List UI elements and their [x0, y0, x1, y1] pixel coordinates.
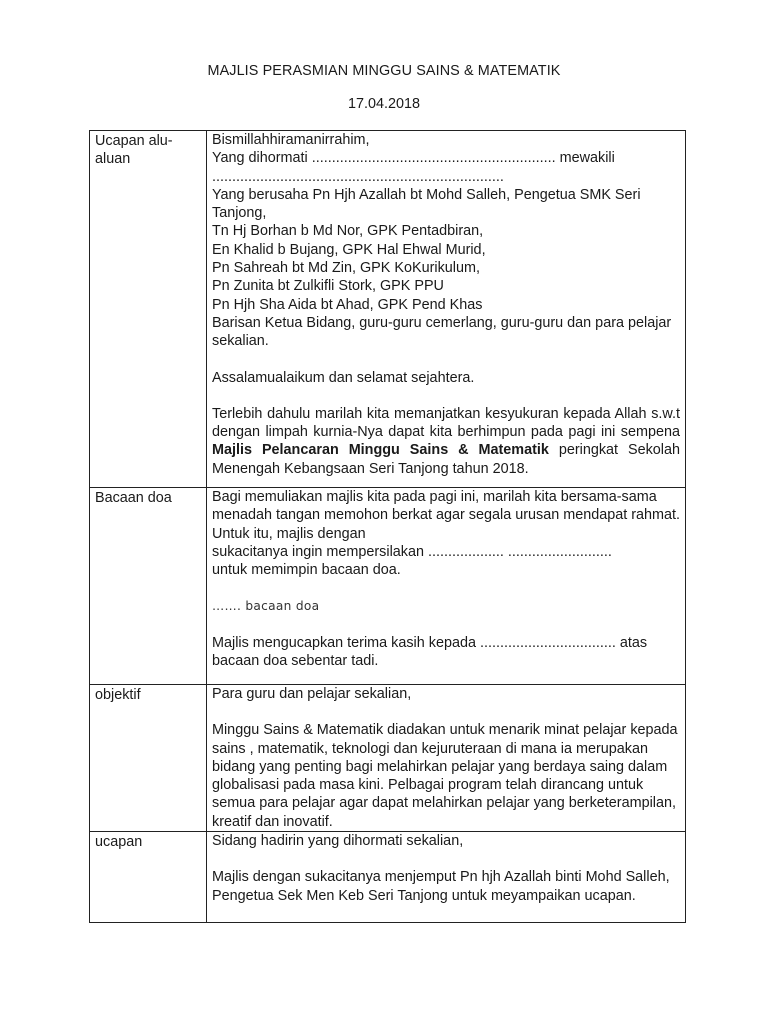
row-label-cell	[90, 832, 207, 923]
welcome-greeting: Assalamualaikum dan selamat sejahtera.	[212, 369, 475, 386]
row-label-welcome: Ucapan alu-aluan	[95, 133, 173, 168]
table-row-welcome	[90, 131, 686, 488]
prayer-intro: Bagi memuliakan majlis kita pada pagi ini, marilah kita bersama-sama menadah tangan memohon berkat agar segala urusan mendapat rahmat. Untuk itu, majlis dengan	[212, 489, 680, 542]
row-label-cell	[90, 131, 207, 488]
row-label-prayer: Bacaan doa	[95, 490, 172, 506]
prayer-thanks: Majlis mengucapkan terima kasih kepada .................................. atas bacaan doa sebentar tadi.	[212, 634, 648, 670]
row-content-prayer	[207, 488, 686, 685]
speech-address: Sidang hadirin yang dihormati sekalian,	[212, 833, 464, 850]
row-content-welcome	[207, 131, 686, 488]
table-row-objective	[90, 685, 686, 832]
program-table	[89, 130, 686, 923]
objective-body: Minggu Sains & Matematik diadakan untuk menarik minat pelajar kepada sains , matematik, teknologi dan kejuruteraan di mana ia merupakan bidang yang penting bagi melahirkan pelajar yang berdaya saing dalam globalisasi pada masa kini. Pelbagai program telah dirancang untuk semua para pelajar agar dapat melahirkan pelajar yang berketerampilan, kreatif dan inovatif.	[212, 722, 678, 830]
welcome-line: Tn Hj Borhan b Md Nor, GPK Pentadbiran,	[212, 223, 484, 240]
prayer-invite: sukacitanya ingin mempersilakan ................... ..........................	[212, 543, 612, 560]
document-date: 17.04.2018	[347, 96, 421, 112]
prayer-lead: untuk memimpin bacaan doa.	[212, 562, 401, 579]
document-title: MAJLIS PERASMIAN MINGGU SAINS & MATEMATIK	[207, 63, 561, 79]
prayer-note: ……. bacaan doa	[212, 599, 320, 614]
row-label-cell	[90, 488, 207, 685]
welcome-line: Barisan Ketua Bidang, guru-guru cemerlang, guru-guru dan para pelajar sekalian.	[212, 314, 672, 350]
welcome-line: Yang dihormati ............................................................. mewakili	[212, 150, 615, 167]
row-label-objective: objektif	[95, 687, 141, 703]
objective-address: Para guru dan pelajar sekalian,	[212, 686, 412, 702]
welcome-line: En Khalid b Bujang, GPK Hal Ehwal Murid,	[212, 241, 486, 258]
welcome-line: Bismillahhiramanirrahim,	[212, 132, 370, 148]
welcome-line: Pn Hjh Sha Aida bt Ahad, GPK Pend Khas	[212, 296, 483, 313]
row-content-speech	[207, 832, 686, 923]
gratitude-text: Terlebih dahulu marilah kita memanjatkan kesyukuran kepada Allah s.w.t dengan limpah kurnia-Nya dapat kita berhimpun pada pagi ini sempena	[212, 405, 680, 441]
gratitude-text: peringkat Sekolah Menengah Kebangsaan Seri Tanjong tahun 2018.	[212, 442, 680, 477]
row-label-speech: ucapan	[95, 834, 143, 851]
welcome-line: .........................................................................	[212, 168, 504, 185]
table-row-prayer	[90, 488, 686, 685]
welcome-line: Yang berusaha Pn Hjh Azallah bt Mohd Salleh, Pengetua SMK Seri Tanjong,	[212, 186, 641, 222]
welcome-line: Pn Zunita bt Zulkifli Stork, GPK PPU	[212, 278, 444, 295]
speech-body: Majlis dengan sukacitanya menjemput Pn hjh Azallah binti Mohd Salleh, Pengetua Sek Men Keb Seri Tanjong untuk meyampaikan ucapan.	[212, 869, 670, 904]
welcome-line: Pn Sahreah bt Md Zin, GPK KoKurikulum,	[212, 260, 480, 277]
welcome-gratitude	[212, 405, 680, 478]
row-label-cell	[90, 685, 207, 832]
row-content-objective	[207, 685, 686, 832]
event-name-bold: Majlis Pelancaran Minggu Sains & Matematik	[212, 442, 549, 459]
table-row-speech	[90, 832, 686, 923]
